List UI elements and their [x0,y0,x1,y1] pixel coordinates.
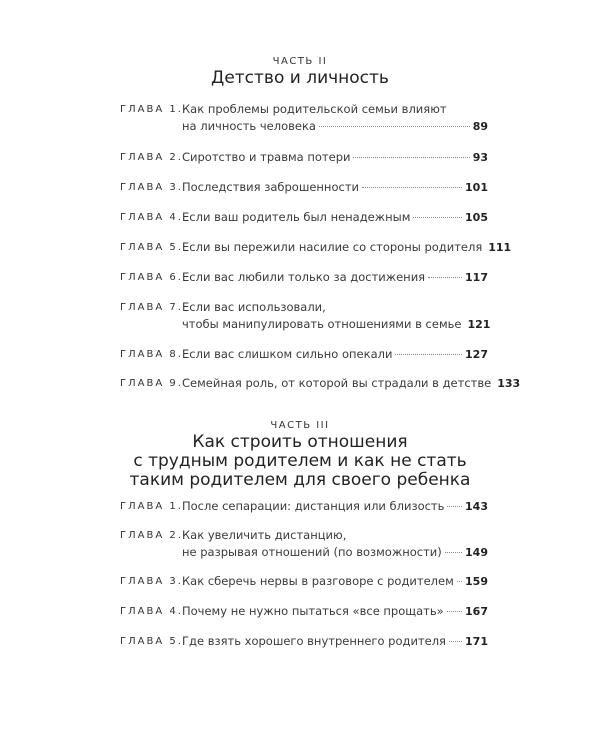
page-number: 93 [472,151,488,164]
part-3-label: ЧАСТЬ III [270,420,330,431]
page-number: 149 [465,546,488,559]
chapter-title-line: Почему не нужно пытаться «все прощать» [182,604,444,618]
chapter-label: ГЛАВА 4. [120,212,183,223]
chapter-label: ГЛАВА 5. [120,636,183,647]
chapter-title-line: Как сберечь нервы в разговоре с родителем [182,574,454,588]
page-number: 101 [465,181,488,194]
page-number: 89 [472,120,488,133]
page-number: 133 [497,377,521,390]
page-number: 127 [465,348,488,361]
chapter-label: ГЛАВА 5. [120,242,183,253]
chapter-title-line: Семейная роль, от которой вы страдали в детстве [182,376,492,390]
chapter-label: ГЛАВА 4. [120,606,183,617]
chapter-title-line: Как увеличить дистанцию, [182,528,347,542]
chapter-title-line: Если ваш родитель был ненадежным [182,210,411,224]
chapter-title-line: Сиротство и травма потери [182,150,351,164]
chapter-label: ГЛАВА 3. [120,576,183,587]
part-3-title-line: таким родителем для своего ребенка [129,470,471,490]
chapter-title-line: Если вас слишком сильно опекали [182,347,393,361]
page-number: 143 [465,500,488,513]
chapter-label: ГЛАВА 6. [120,272,183,283]
page-number: 121 [467,318,491,331]
chapter-label: ГЛАВА 2. [120,152,183,163]
chapter-title-line: Если вы пережили насилие со стороны родителя [182,240,483,254]
chapter-title-line: После сепарации: дистанция или близость [182,499,445,513]
page-number: 111 [488,241,512,254]
chapter-label: ГЛАВА 3. [120,182,183,193]
chapter-label: ГЛАВА 7. [120,302,183,313]
page-number: 171 [465,635,488,648]
chapter-title-line: на личность человека [182,119,316,133]
chapter-label: ГЛАВА 2. [120,530,183,541]
part-2-title: Детство и личность [211,68,389,88]
chapter-title-line: Если вас любили только за достижения [182,270,426,284]
page-number: 159 [465,575,488,588]
chapter-label: ГЛАВА 1. [120,501,183,512]
page-number: 105 [465,211,488,224]
chapter-label: ГЛАВА 8. [120,349,183,360]
part-3-title-line: с трудным родителем и как не стать [133,451,467,471]
page-number: 167 [465,605,488,618]
part-2-label: ЧАСТЬ II [272,56,328,67]
chapter-title-line: Если вас использовали, [182,300,326,314]
chapter-label: ГЛАВА 9. [120,378,183,389]
chapter-label: ГЛАВА 1. [120,104,183,115]
part-3-title-line: Как строить отношения [192,432,408,452]
chapter-title-line: Как проблемы родительской семьи влияют [182,102,447,116]
chapter-title-line: не разрывая отношений (по возможности) [182,545,442,559]
page-number: 117 [465,271,488,284]
chapter-title-line: чтобы манипулировать отношениями в семье [182,317,462,331]
chapter-title-line: Последствия заброшенности [182,180,359,194]
chapter-title-line: Где взять хорошего внутреннего родителя [182,634,446,648]
